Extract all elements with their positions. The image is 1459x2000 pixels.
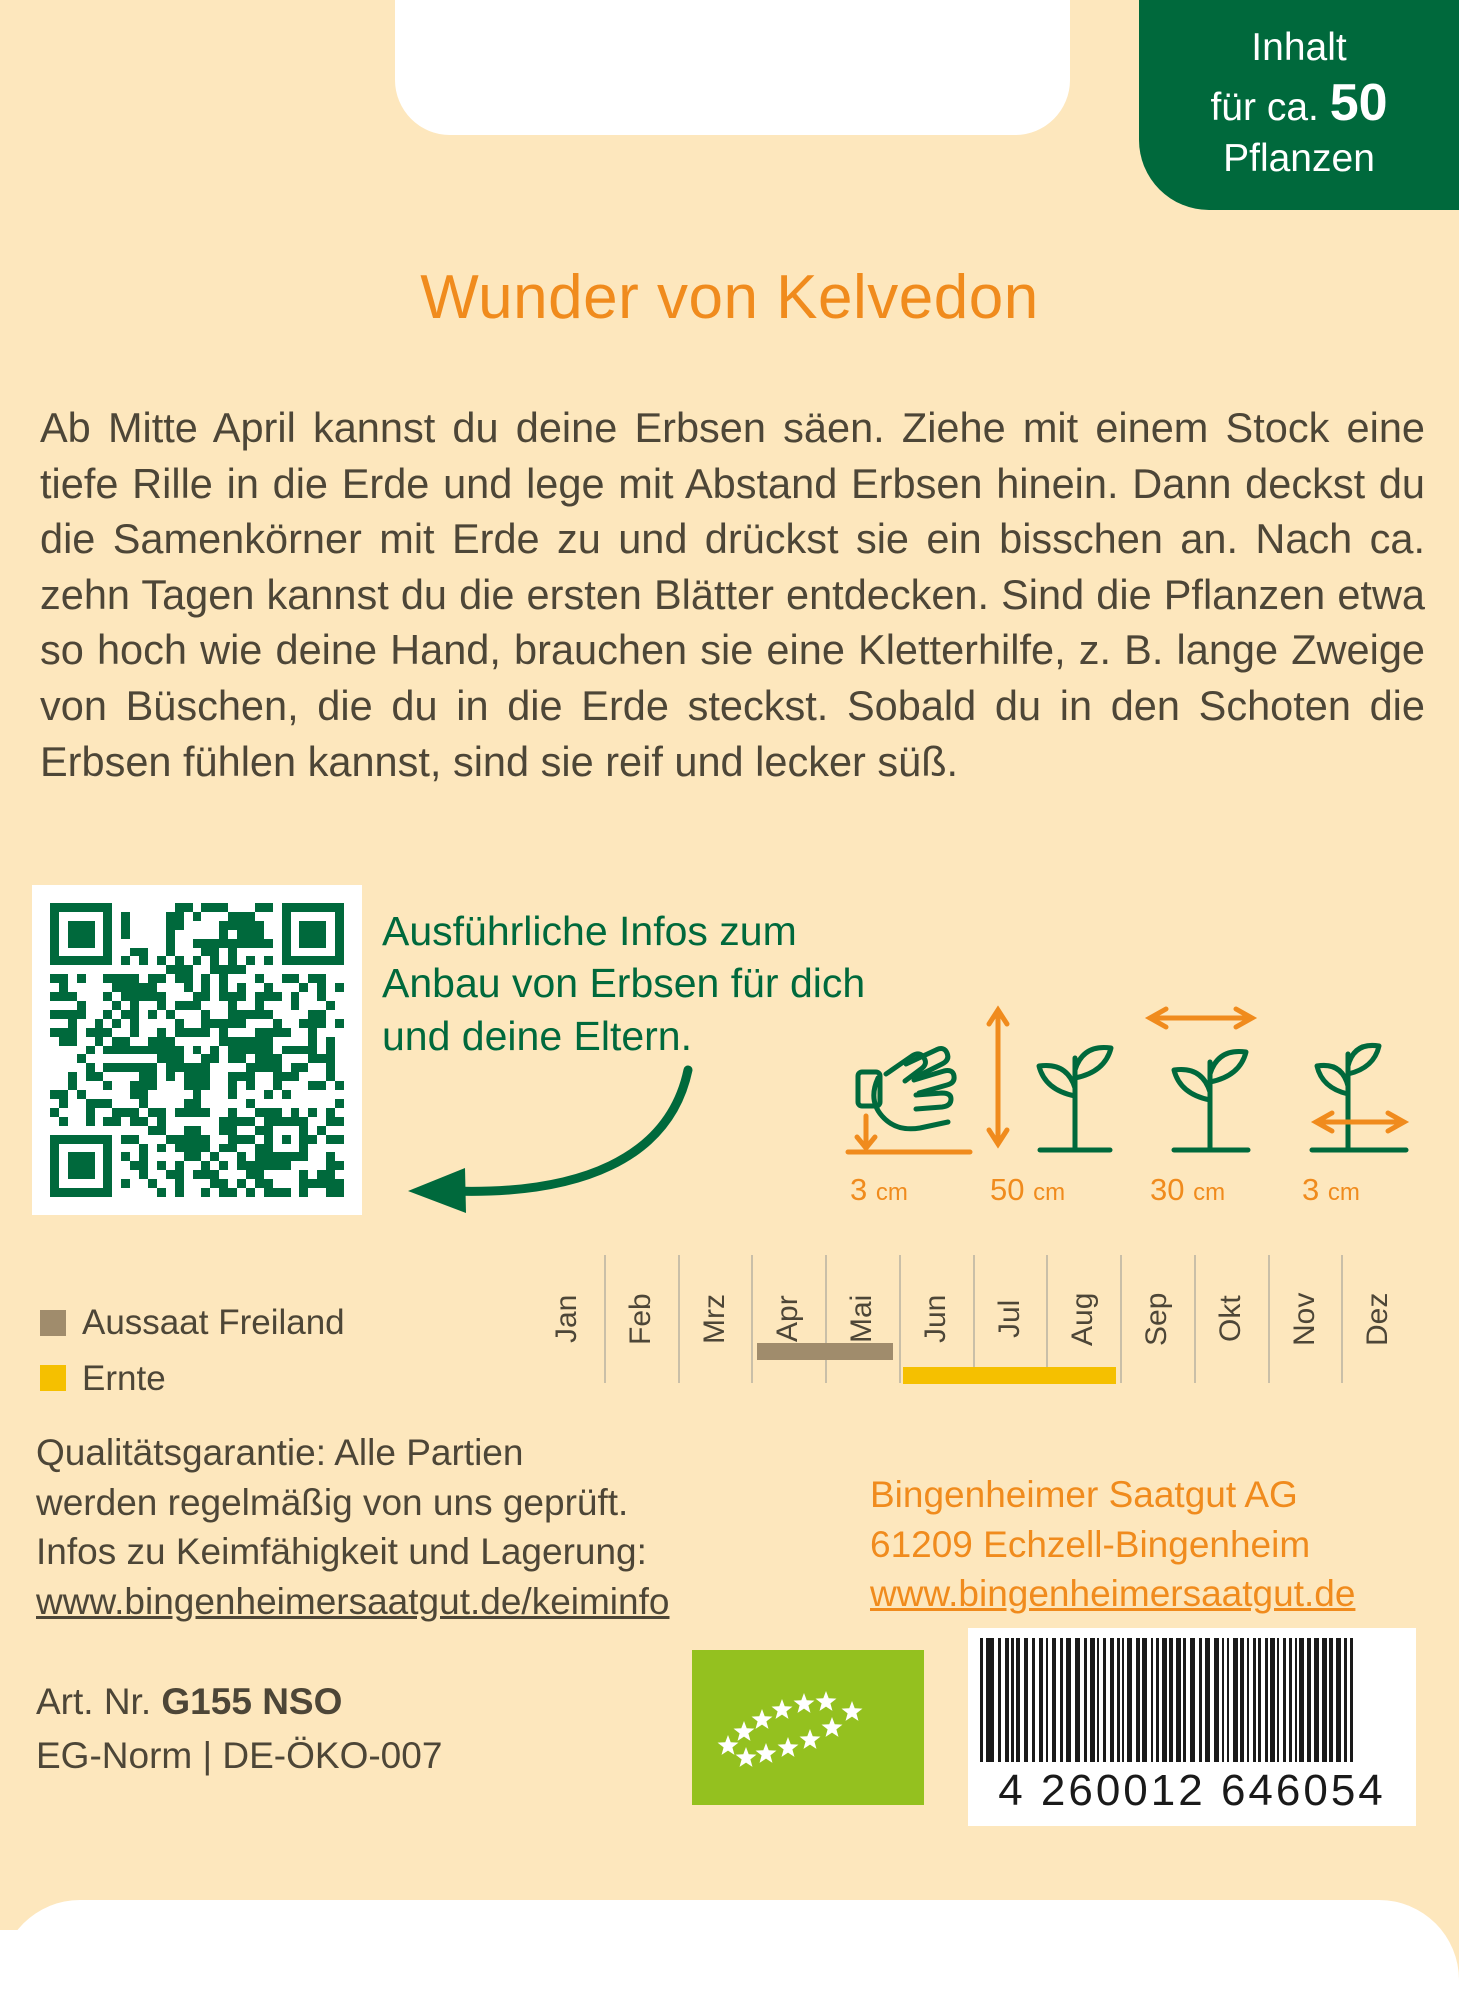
calendar-separator: [825, 1255, 827, 1383]
picto-label-plant-height: 50 cm: [990, 1172, 1066, 1207]
bottom-left-notch: [0, 1930, 70, 2000]
eu-leaf-stars: [692, 1650, 924, 1805]
bottom-strip: [0, 1900, 1459, 2000]
calendar-separator: [1120, 1255, 1122, 1383]
legend-item-sowing: [40, 1300, 470, 1346]
calendar-separator: [604, 1255, 606, 1383]
calendar-month-jan: Jan: [549, 1294, 583, 1344]
picto-label-plant-spacing: 3 cm: [1302, 1172, 1360, 1207]
article-suffix: NSO: [262, 1681, 343, 1722]
calendar-month-feb: Feb: [623, 1293, 657, 1345]
page-title: Wunder von Kelvedon: [420, 263, 1039, 332]
content-badge-line3: Pflanzen: [1223, 137, 1375, 181]
eu-organic-leaf-logo: [692, 1650, 924, 1805]
calendar-month-dez: Dez: [1361, 1292, 1395, 1346]
calendar-separator: [1341, 1255, 1343, 1383]
quality-line3: Infos zu Keimfähigkeit und Lagerung:: [36, 1531, 647, 1573]
calendar-bar-sowing: [757, 1343, 893, 1360]
hang-hole-tab: [395, 0, 1070, 135]
eg-norm: EG-Norm | DE-ÖKO-007: [36, 1734, 443, 1776]
article-label: Art. Nr.: [36, 1681, 152, 1722]
cultivation-pictograms: [840, 1000, 1430, 1220]
content-badge: [1139, 0, 1459, 210]
calendar-separator: [1194, 1255, 1196, 1383]
plant-spacing-icon: [1290, 1000, 1435, 1160]
quality-line1: Qualitätsgarantie: Alle Partien: [36, 1432, 524, 1473]
calendar-separator: [678, 1255, 680, 1383]
barcode-digits: 4 260012 646054: [998, 1766, 1386, 1815]
curved-arrow-icon: [370, 1060, 700, 1230]
calendar-legend: [40, 1300, 470, 1411]
company-name: Bingenheimer Saatgut AG: [870, 1474, 1298, 1515]
quality-line2: werden regelmäßig von uns geprüft.: [36, 1481, 629, 1523]
qr-caption: Ausführliche Infos zum Anbau von Erbsen für dich und deine Eltern.: [382, 908, 866, 1059]
calendar-month-mai: Mai: [844, 1294, 878, 1344]
description-text: Ab Mitte April kannst du deine Erbsen säen. Ziehe mit einem Stock eine tiefe Rille in die Erde und lege mit Abstand Erbsen hinein. Dann deckst du die Samenkörner mit Erde zu und drückst sie ein bisschen an. Nach ca. zehn Tagen kannst du die ersten Blätter entdecken. Sind die Pflanzen etwa so hoch wie deine Hand, brauchen sie eine Kletterhilfe, z. B. lange Zweige von Büschen, die du in die Erde steckst. Sobald du in den Schoten die Erbsen fühlen kannst, sind sie reif und lecker süß.: [40, 404, 1425, 785]
calendar-month-jul: Jul: [992, 1299, 1026, 1339]
company-address: 61209 Echzell-Bingenheim: [870, 1523, 1311, 1565]
quality-link[interactable]: www.bingenheimersaatgut.de/keiminfo: [36, 1580, 670, 1622]
calendar-separator: [1268, 1255, 1270, 1383]
calendar-separator: [1046, 1255, 1048, 1383]
calendar-month-apr: Apr: [771, 1295, 805, 1343]
article-number: G155: [161, 1681, 252, 1722]
plant-height-icon: [980, 1000, 1140, 1160]
picto-label-sowing-depth: 3 cm: [850, 1172, 908, 1207]
legend-item-harvest: [40, 1356, 470, 1402]
calendar-month-okt: Okt: [1213, 1295, 1247, 1343]
calendar-month-nov: Nov: [1287, 1292, 1321, 1346]
legend-label-sowing: Aussaat Freiland: [82, 1303, 345, 1342]
qr-code[interactable]: [32, 885, 362, 1215]
calendar-separator: [899, 1255, 901, 1383]
content-badge-line2: [1139, 72, 1459, 135]
calendar-month-aug: Aug: [1066, 1292, 1100, 1346]
calendar-bar-harvest: [903, 1367, 1116, 1384]
legend-label-harvest: Ernte: [82, 1358, 166, 1398]
content-badge-prefix: für ca.: [1210, 85, 1319, 129]
picto-label-row-spacing: 30 cm: [1150, 1172, 1226, 1207]
article-info: [36, 1675, 442, 1782]
calendar-month-jun: Jun: [918, 1294, 952, 1344]
calendar-separator: [973, 1255, 975, 1383]
row-spacing-icon: [1140, 1000, 1305, 1160]
content-badge-count: 50: [1329, 73, 1388, 132]
barcode-bars: [980, 1638, 1404, 1762]
company-link[interactable]: www.bingenheimersaatgut.de: [870, 1573, 1356, 1615]
article-number-row: [36, 1675, 442, 1729]
calendar-separator: [751, 1255, 753, 1383]
qr-code-matrix: [50, 903, 344, 1197]
calendar-month-sep: Sep: [1139, 1292, 1173, 1346]
legend-swatch-sowing: [40, 1310, 66, 1336]
quality-guarantee: [36, 1428, 796, 1626]
sowing-hand-icon: [840, 1028, 975, 1158]
legend-swatch-harvest: [40, 1365, 66, 1391]
barcode: [968, 1628, 1416, 1826]
sowing-harvest-calendar: [530, 1255, 1415, 1405]
content-badge-line1: Inhalt: [1251, 26, 1347, 69]
calendar-month-mrz: Mrz: [697, 1294, 731, 1344]
company-info: [870, 1470, 1430, 1619]
